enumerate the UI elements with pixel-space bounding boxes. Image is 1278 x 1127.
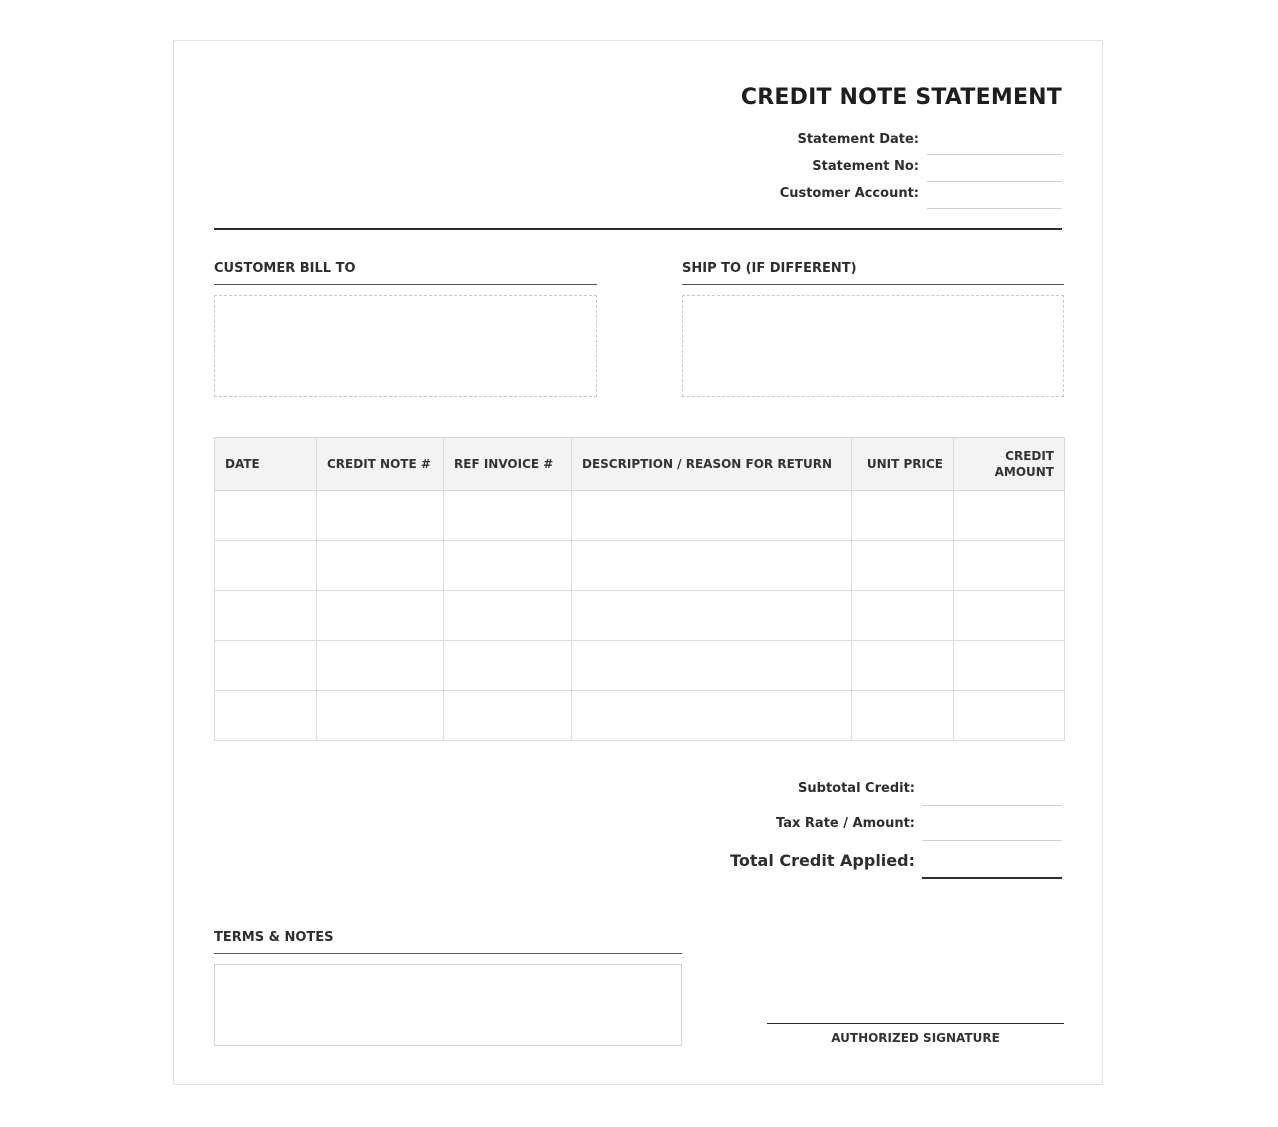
table-row (215, 491, 1065, 541)
column-header-unit-price: UNIT PRICE (852, 438, 954, 491)
table-cell[interactable] (444, 491, 572, 541)
table-cell[interactable] (317, 691, 444, 741)
table-cell[interactable] (572, 491, 852, 541)
tax-rate-label: Tax Rate / Amount: (776, 816, 915, 831)
ship-to-heading: SHIP TO (IF DIFFERENT) (682, 261, 1064, 285)
table-cell[interactable] (572, 541, 852, 591)
bill-to-heading: CUSTOMER BILL TO (214, 261, 597, 285)
table-cell[interactable] (317, 591, 444, 641)
credit-items-table (214, 437, 1065, 741)
statement-no-label: Statement No: (812, 159, 919, 174)
table-cell[interactable] (444, 591, 572, 641)
terms-heading: TERMS & NOTES (214, 930, 682, 954)
document-title: CREDIT NOTE STATEMENT (740, 85, 1062, 110)
table-cell[interactable] (215, 641, 317, 691)
table-cell[interactable] (317, 491, 444, 541)
table-row (215, 641, 1065, 691)
table-cell[interactable] (572, 641, 852, 691)
signature-label: AUTHORIZED SIGNATURE (831, 1031, 1000, 1045)
customer-account-label: Customer Account: (779, 186, 919, 201)
table-cell[interactable] (852, 491, 954, 541)
table-header-row (215, 438, 1065, 491)
table-cell[interactable] (317, 641, 444, 691)
table-cell[interactable] (215, 491, 317, 541)
column-header-ref-invoice: REF INVOICE # (444, 438, 572, 491)
table-cell[interactable] (444, 541, 572, 591)
subtotal-credit-field[interactable] (922, 783, 1062, 806)
table-row (215, 591, 1065, 641)
table-cell[interactable] (317, 541, 444, 591)
table-row (215, 541, 1065, 591)
column-header-credit-amount: CREDIT AMOUNT (954, 438, 1065, 491)
statement-date-field[interactable] (927, 132, 1062, 155)
tax-rate-field[interactable] (922, 818, 1062, 841)
table-cell[interactable] (852, 641, 954, 691)
signature-line[interactable] (767, 1023, 1064, 1024)
customer-account-row (642, 186, 1062, 213)
total-credit-field[interactable] (922, 853, 1062, 879)
table-cell[interactable] (572, 691, 852, 741)
table-cell[interactable] (954, 591, 1065, 641)
customer-account-field[interactable] (927, 186, 1062, 209)
statement-date-label: Statement Date: (797, 132, 919, 147)
table-cell[interactable] (444, 641, 572, 691)
credit-note-sheet (173, 40, 1103, 1085)
table-cell[interactable] (954, 491, 1065, 541)
total-credit-label: Total Credit Applied: (730, 851, 915, 870)
table-cell[interactable] (954, 541, 1065, 591)
statement-date-row (642, 132, 1062, 159)
terms-notes-box[interactable] (214, 964, 682, 1046)
column-header-description: DESCRIPTION / REASON FOR RETURN (572, 438, 852, 491)
table-cell[interactable] (215, 591, 317, 641)
statement-no-row (642, 159, 1062, 186)
table-cell[interactable] (954, 641, 1065, 691)
bill-to-box[interactable] (214, 295, 597, 397)
table-cell[interactable] (852, 591, 954, 641)
table-row (215, 691, 1065, 741)
header-divider (214, 228, 1062, 230)
table-cell[interactable] (852, 691, 954, 741)
table-cell[interactable] (572, 591, 852, 641)
column-header-credit-note: CREDIT NOTE # (317, 438, 444, 491)
table-cell[interactable] (215, 691, 317, 741)
subtotal-credit-label: Subtotal Credit: (798, 781, 915, 796)
column-header-date: DATE (215, 438, 317, 491)
statement-no-field[interactable] (927, 159, 1062, 182)
table-cell[interactable] (444, 691, 572, 741)
table-cell[interactable] (954, 691, 1065, 741)
ship-to-box[interactable] (682, 295, 1064, 397)
table-cell[interactable] (215, 541, 317, 591)
table-cell[interactable] (852, 541, 954, 591)
